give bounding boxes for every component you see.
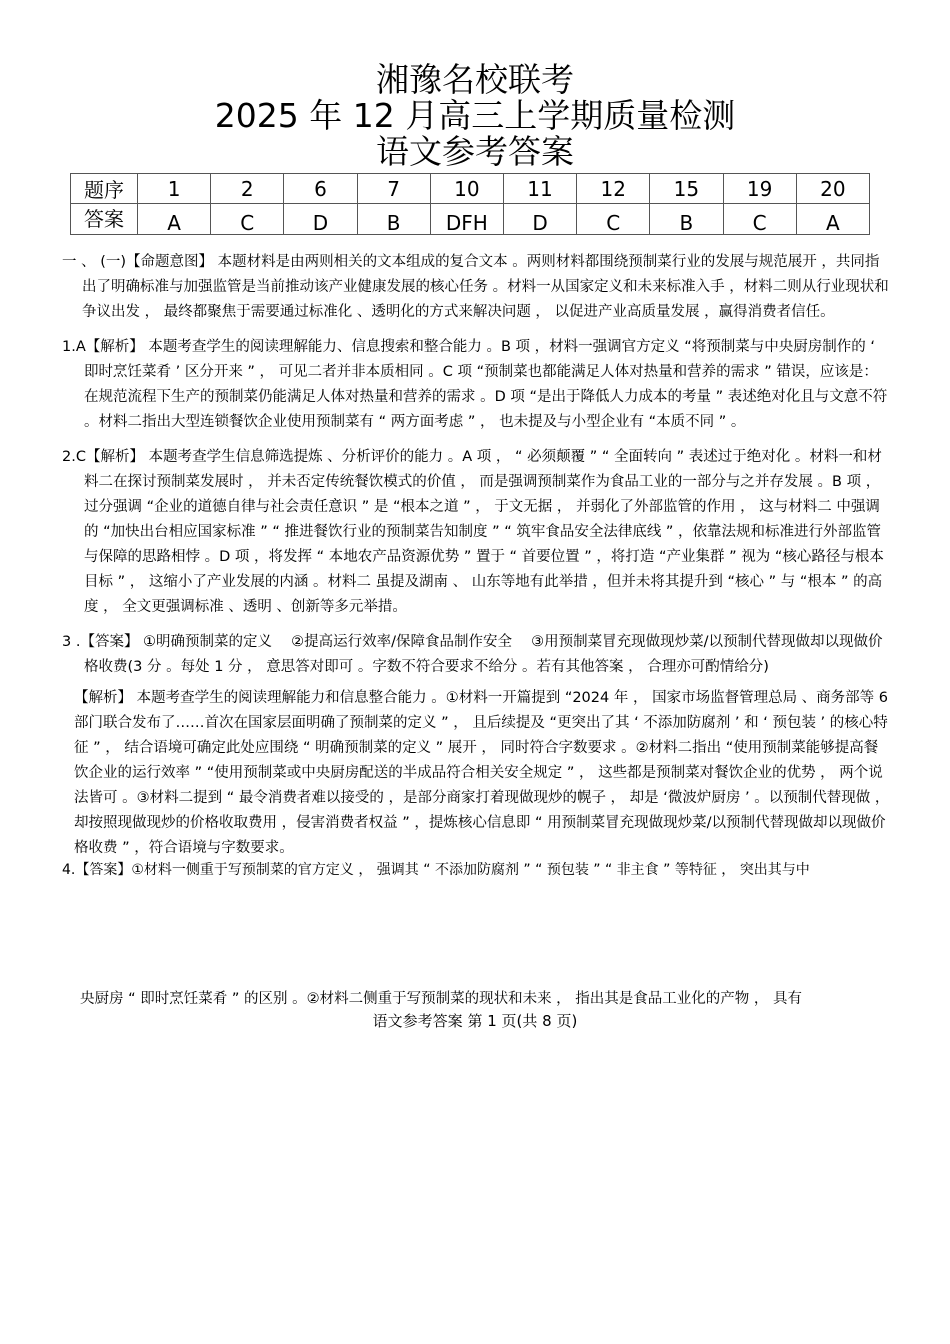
question-3-analysis: 【解析】 本题考查学生的阅读理解能力和信息整合能力 。①材料一开篇提到 “2024 年 ， 国家市场监督管理总局 、商务部等 6 部门联合发布了……首次在国家层面明确了预制菜的定义 ” ， 且后续提及 “更突出了其 ‘ 不添加防腐剂 ’ 和 ‘ 预包装 ’ 的核心特征 ” ， 结合语境可确定此处应围绕 “ 明确预制菜的定义 ” 展开 ， 同时符合字数要求 。②材料二指出 “使用预制菜能够提高餐饮企业的运行效率 ” “使用预制菜或中央厨房配送的半成品符合相关安全规定 ” ， 这些都是预制菜对餐饮企业的优势 ， 两个说法皆可 。③材料二提到 “ 最令消费者难以接受的 ，是部分商家打着现做现炒的幌子 ， 却是 ‘微波炉厨房 ’ 。以预制代替现做 ， 却按照现做现炒的价格收取费用 ，侵害消费者权益 ” ，提炼核心信息即 “ 用预制菜冒充现做现炒菜/以预制代替现做却以现做价格收费 ” ，符合语境与字数要求。 [74,690,890,856]
answer-row [71,204,870,235]
question-1-analysis: 1.A【解析】 本题考查学生的阅读理解能力、信息搜索和整合能力 。B 项 ，材料一强调官方定义 “将预制菜与中央厨房制作的 ‘ 即时烹饪菜肴 ’ 区分开来 ” ， 可见二者并非本质相同 。C 项 “预制菜也都能满足人体对热量和营养的需求 ” 错误，应该是：在规范流程下生产的预制菜仍能满足人体对热量和营养的需求 。D 项 “是出于降低人力成本的考量 ” 表述绝对化且与文意不符 。材料二指出大型连锁餐饮企业使用预制菜有 “ 两方面考虑 ” ， 也未提及与小型企业有 “本质不同 ” 。 [62,339,888,430]
answer-cell: D [503,204,576,235]
question-number-cell: 6 [284,174,357,204]
question-number-cell: 19 [723,174,796,204]
question-number-row [71,174,870,204]
title-line-2: 2025 年 12 月高三上学期质量检测 [214,96,736,135]
page-footer: 语文参考答案 第 1 页(共 8 页) [372,1012,578,1030]
title-line-1: 湘豫名校联考 [376,60,574,99]
question-number-cell: 7 [357,174,430,204]
answer-content [62,250,892,879]
question-4-answer: 4.【答案】①材料一侧重于写预制菜的官方定义 ， 强调其 “ 不添加防腐剂 ” “ 预包装 ” “ 非主食 ” 等特征 ， 突出其与中 [62,862,810,878]
question-number-cell: 2 [211,174,284,204]
title-line-3: 语文参考答案 [376,132,574,171]
question-number-cell: 15 [650,174,723,204]
section-intro: 一 、 (一)【命题意图】 本题材料是由两则相关的文本组成的复合文本 。两则材料都围绕预制菜行业的发展与规范展开 ，共同指出了明确标准与加强监管是当前推动该产业健康发展的核心任务 。材料一从国家定义和未来标准入手 ，材料二则从行业现状和争议出发 ， 最终都聚焦于需要通过标准化 、透明化的方式来解决问题 ， 以促进产业高质量发展 ，赢得消费者信任。 [62,254,889,320]
answer-cell: A [796,204,869,235]
question-4-continuation: 央厨房 “ 即时烹饪菜肴 ” 的区别 。②材料二侧重于写预制菜的现状和未来 ， 指出其是食品工业化的产物 ， 具有 [80,991,803,1007]
answer-cell: C [211,204,284,235]
answer-cell: D [284,204,357,235]
question-3-answer: 3 .【答案】 ①明确预制菜的定义 ②提高运行效率/保障食品制作安全 ③用预制菜冒充现做现炒菜/以预制代替现做却以现做价格收费(3 分 。每处 1 分 ， 意思答对即可 。字数不符合要求不给分 。若有其他答案 ， 合理亦可酌情给分) [62,634,883,675]
row-label-question: 题序 [71,174,138,204]
question-number-cell: 12 [577,174,650,204]
question-2-analysis: 2.C【解析】 本题考查学生信息筛选提炼 、分析评价的能力 。A 项 ， “ 必须颠覆 ” “ 全面转向 ” 表述过于绝对化 。材料一和材料二在探讨预制菜发展时 ， 并未否定传统餐饮模式的价值 ， 而是强调预制菜作为食品工业的一部分与之并存发展 。B 项 ， 过分强调 “企业的道德自律与社会责任意识 ” 是 “根本之道 ” ， 于文无据 ， 并弱化了外部监管的作用 ， 这与材料二 中强调的 “加快出台相应国家标准 ” “ 推进餐饮行业的预制菜告知制度 ” “ 筑牢食品安全法律底线 ” ，依靠法规和标准进行外部监管与保障的思路相悖 。D 项 ，将发挥 “ 本地农产品资源优势 ” 置于 “ 首要位置 ” ，将打造 “产业集群 ” 视为 “核心路径与根本目标 ” ， 这缩小了产业发展的内涵 。材料二 虽提及湖南 、 山东等地有此举措 ，但并未将其提升到 “核心 ” 与 “根本 ” 的高度 ， 全文更强调标准 、透明 、创新等多元举措。 [62,449,884,615]
answer-cell: C [577,204,650,235]
question-number-cell: 1 [138,174,211,204]
answer-cell: C [723,204,796,235]
answer-cell: A [138,204,211,235]
answer-table [70,173,870,235]
answer-cell: B [650,204,723,235]
row-label-answer: 答案 [71,204,138,235]
answer-cell: DFH [430,204,503,235]
document-title [0,62,950,170]
question-number-cell: 10 [430,174,503,204]
question-number-cell: 20 [796,174,869,204]
answer-cell: B [357,204,430,235]
question-number-cell: 11 [503,174,576,204]
